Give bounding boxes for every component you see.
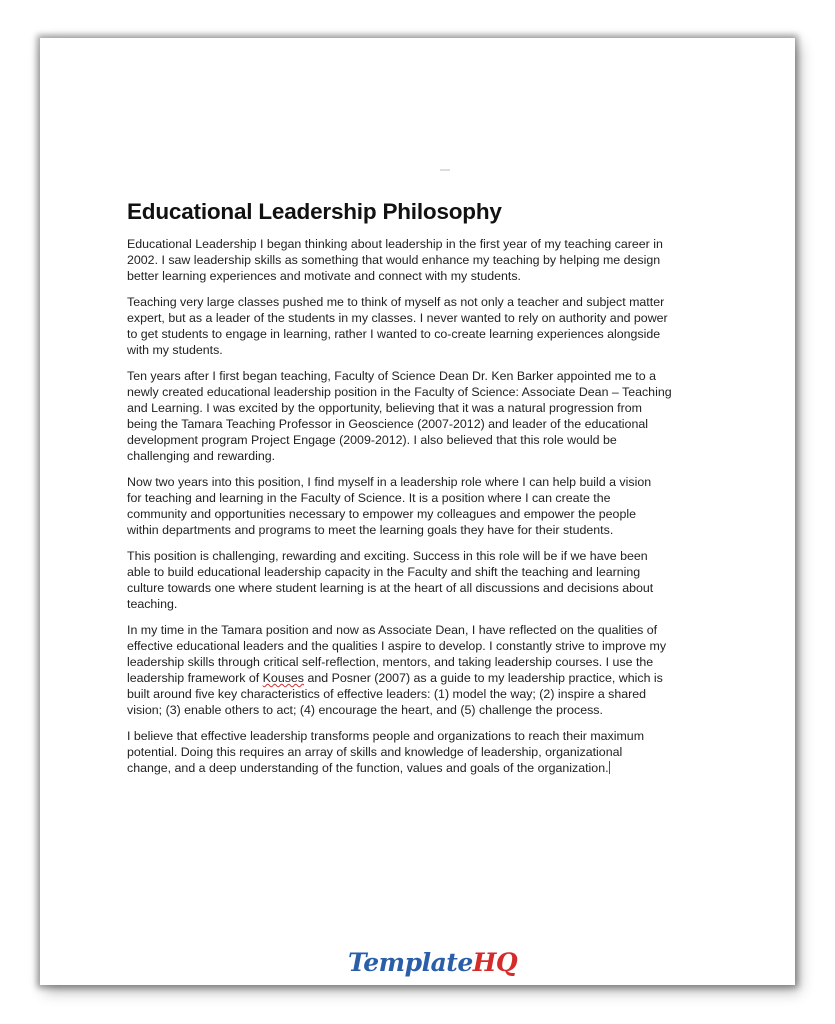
paragraph xyxy=(127,548,667,612)
text-fragment: and Posner (2007) as a guide to my leadership practice, which is xyxy=(304,671,663,685)
text-line: to get students to engage in learning, rather I wanted to co-create learning experiences alongside xyxy=(127,327,661,341)
document-title: Educational Leadership Philosophy xyxy=(127,199,502,224)
text-line: better learning experiences and motivate and connect with my students. xyxy=(127,269,521,283)
text-line: Ten years after I first began teaching, Faculty of Science Dean Dr. Ken Barker appointed me to a xyxy=(127,369,656,383)
text-line: for teaching and learning in the Faculty of Science. It is a position where I can create the xyxy=(127,491,611,505)
text-line: development program Project Engage (2009-2012). I also believed that this role would be xyxy=(127,433,617,447)
text-line xyxy=(127,670,667,686)
paragraph xyxy=(127,474,667,538)
text-line: Teaching very large classes pushed me to think of myself as not only a teacher and subject matter xyxy=(127,295,665,309)
text-line: In my time in the Tamara position and now as Associate Dean, I have reflected on the qualities of xyxy=(127,623,658,637)
text-line: newly created educational leadership position in the Faculty of Science: Associate Dean – Teaching xyxy=(127,385,672,399)
paragraph xyxy=(127,368,672,464)
text-fragment: leadership framework of xyxy=(127,671,263,685)
paragraph xyxy=(127,294,667,358)
text-line: change, and a deep understanding of the function, values and goals of the organization. xyxy=(127,761,609,775)
text-line: potential. Doing this requires an array of skills and knowledge of leadership, organizational xyxy=(127,745,623,759)
text-line: Educational Leadership I began thinking about leadership in the first year of my teaching career in xyxy=(127,237,663,251)
misspelled-word: Kouses xyxy=(262,671,305,685)
text-cursor xyxy=(609,761,610,774)
text-line: leadership skills through critical self-reflection, mentors, and taking leadership courses. I use the xyxy=(127,655,654,669)
text-line: effective educational leaders and the qualities I aspire to develop. I constantly strive to improve my xyxy=(127,639,667,653)
text-line: culture towards one where student learning is at the heart of all discussions and decisions about xyxy=(127,581,654,595)
text-line: able to build educational leadership capacity in the Faculty and shift the teaching and learning xyxy=(127,565,641,579)
text-line: being the Tamara Teaching Professor in Geoscience (2007-2012) and leader of the educational xyxy=(127,417,648,431)
paragraph xyxy=(127,622,667,718)
header-mark xyxy=(440,169,450,171)
text-line: Now two years into this position, I find myself in a leadership role where I can help build a vision xyxy=(127,475,652,489)
text-line: I believe that effective leadership transforms people and organizations to reach their maximum xyxy=(127,729,645,743)
text-line: with my students. xyxy=(127,343,223,357)
paragraph xyxy=(127,728,667,776)
text-line: This position is challenging, rewarding and exciting. Success in this role will be if we have been xyxy=(127,549,648,563)
text-line: vision; (3) enable others to act; (4) encourage the heart, and (5) challenge the process. xyxy=(127,703,603,717)
text-line: and Learning. I was excited by the opportunity, believing that it was a natural progression from xyxy=(127,401,642,415)
text-line: built around five key characteristics of effective leaders: (1) model the way; (2) inspire a shared xyxy=(127,687,647,701)
paragraph xyxy=(127,236,667,284)
text-line: within departments and programs to meet the learning goals they have for their students. xyxy=(127,523,614,537)
logo-part-hq: HQ xyxy=(472,948,518,977)
logo-part-template: Template xyxy=(348,948,473,977)
text-line: teaching. xyxy=(127,597,178,611)
text-line: community and opportunities necessary to empower my colleagues and empower the people xyxy=(127,507,636,521)
document-body[interactable] xyxy=(127,236,672,786)
text-line: challenging and rewarding. xyxy=(127,449,276,463)
text-line: 2002. I saw leadership skills as something that would enhance my teaching by helping me design xyxy=(127,253,661,267)
text-line: expert, but as a leader of the students in my classes. I never wanted to rely on authority and power xyxy=(127,311,668,325)
templatehq-logo xyxy=(348,948,517,977)
